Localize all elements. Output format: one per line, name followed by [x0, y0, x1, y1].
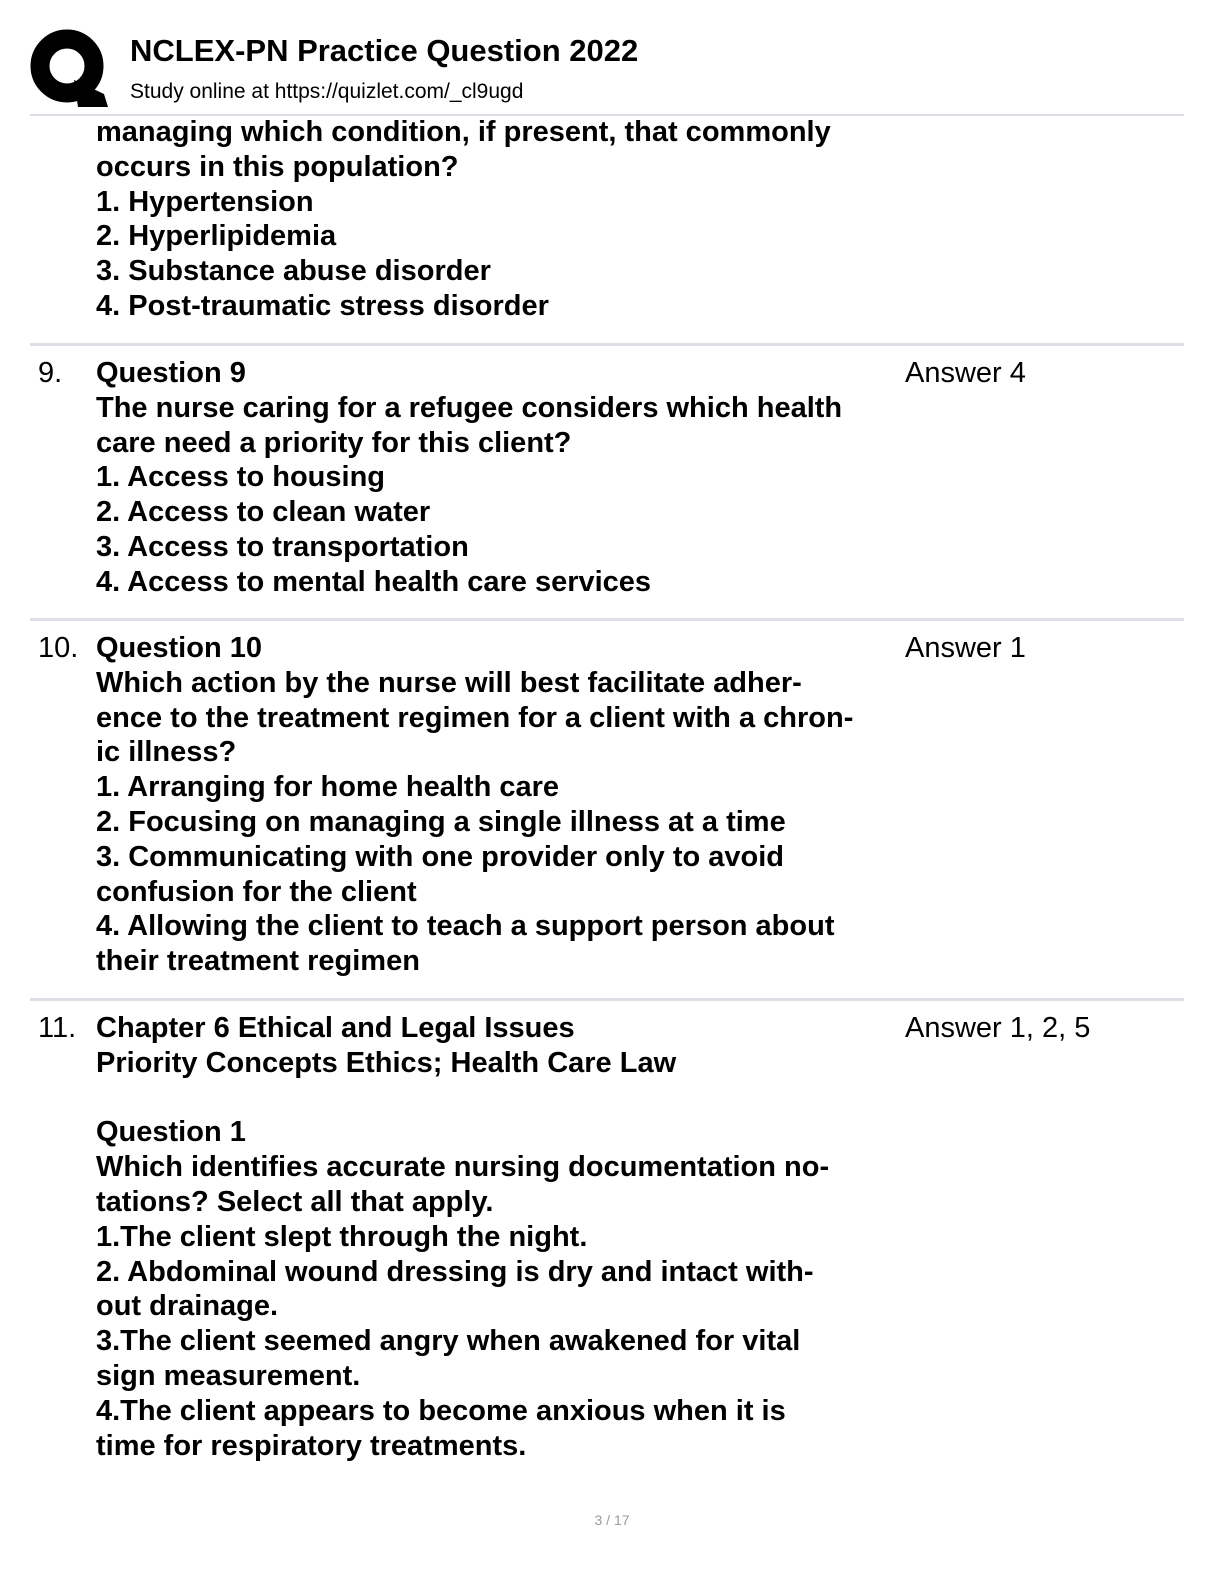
card-divider: [30, 618, 1184, 621]
option-line: out drainage.: [96, 1290, 279, 1323]
option-line: 2. Focusing on managing a single illness at a time: [96, 805, 786, 838]
option-line: 3. Communicating with one provider only to avoid: [96, 840, 784, 873]
continued-question-text: [96, 115, 896, 324]
card-answer: Answer 1: [905, 632, 1026, 664]
study-online-link[interactable]: Study online at https://quizlet.com/_cl9ugd: [130, 80, 524, 103]
option-line: 1. Hypertension: [96, 185, 314, 218]
question-line: Which action by the nurse will best facilitate adher-: [96, 666, 802, 699]
option-line: time for respiratory treatments.: [96, 1429, 527, 1462]
page-number: 3 / 17: [594, 1512, 630, 1528]
option-line: 4. Access to mental health care services: [96, 565, 652, 598]
card-answer: Answer 4: [905, 357, 1026, 389]
question-line: tations? Select all that apply.: [96, 1185, 494, 1218]
document-title: NCLEX-PN Practice Question 2022: [130, 33, 639, 68]
option-line: 3.The client seemed angry when awakened for vital: [96, 1325, 801, 1358]
question-heading: Question 10: [96, 632, 262, 664]
option-line: their treatment regimen: [96, 945, 420, 978]
question-heading: Question 1: [96, 1116, 246, 1149]
option-line: 3. Access to transportation: [96, 530, 469, 563]
option-line: 2. Abdominal wound dressing is dry and intact with-: [96, 1255, 814, 1288]
question-line: care need a priority for this client?: [96, 426, 572, 459]
card-divider: [30, 343, 1184, 346]
card-number: 9.: [38, 357, 63, 389]
question-line: occurs in this population?: [96, 150, 459, 183]
quizlet-q-logo-icon: [30, 28, 110, 108]
card-divider: [30, 998, 1184, 1001]
option-line: confusion for the client: [96, 875, 417, 908]
option-line: 1. Access to housing: [96, 461, 385, 494]
option-line: 2. Hyperlipidemia: [96, 220, 337, 253]
chapter-heading: Chapter 6 Ethical and Legal Issues: [96, 1012, 575, 1044]
card-answer: Answer 1, 2, 5: [905, 1012, 1091, 1044]
option-line: 3. Substance abuse disorder: [96, 255, 491, 288]
question-line: ence to the treatment regimen for a client with a chron-: [96, 701, 854, 734]
question-heading: Question 9: [96, 357, 246, 389]
option-line: 1.The client slept through the night.: [96, 1220, 588, 1253]
question-line: ic illness?: [96, 736, 237, 769]
card-term: [96, 1011, 896, 1463]
priority-concepts: Priority Concepts Ethics; Health Care Law: [96, 1046, 677, 1079]
question-line: managing which condition, if present, that commonly: [96, 116, 831, 148]
question-line: The nurse caring for a refugee considers which health: [96, 391, 843, 424]
question-line: Which identifies accurate nursing documentation no-: [96, 1151, 830, 1184]
option-line: 2. Access to clean water: [96, 496, 431, 529]
option-line: sign measurement.: [96, 1359, 361, 1392]
page-header: [30, 28, 1184, 114]
option-line: 4. Post-traumatic stress disorder: [96, 289, 549, 322]
option-line: 4. Allowing the client to teach a support person about: [96, 910, 835, 943]
card-number: 10.: [38, 632, 79, 664]
card-term: [96, 631, 896, 979]
option-line: 4.The client appears to become anxious when it is: [96, 1394, 786, 1427]
card-term: [96, 356, 896, 600]
option-line: 1. Arranging for home health care: [96, 771, 560, 804]
card-number: 11.: [38, 1012, 77, 1044]
blank-line: [96, 1081, 896, 1116]
